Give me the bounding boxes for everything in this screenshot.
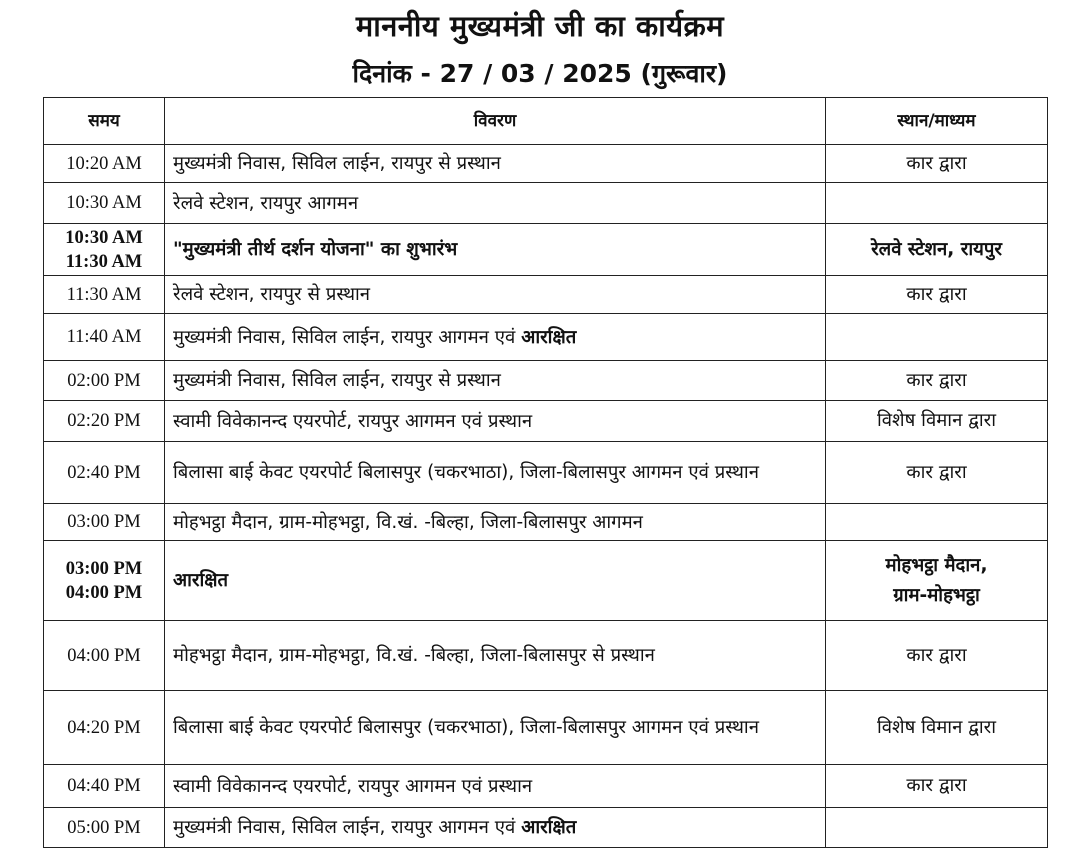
table-row <box>44 691 1048 765</box>
row-time: 02:40 PM <box>44 442 165 504</box>
row-place: विशेष विमान द्वारा <box>826 691 1048 765</box>
row-place <box>826 314 1048 361</box>
document-title: माननीय मुख्यमंत्री जी का कार्यक्रम <box>355 9 725 43</box>
row-time-end: 11:30 AM <box>65 251 143 272</box>
table-row <box>44 401 1048 442</box>
table-row <box>44 765 1048 808</box>
row-time-range <box>44 224 165 276</box>
row-description-text: मुख्यमंत्री निवास, सिविल लाईन, रायपुर आगमन एवं <box>173 326 522 348</box>
row-place: कार द्वारा <box>826 442 1048 504</box>
row-place <box>826 504 1048 541</box>
row-time: 04:40 PM <box>44 765 165 808</box>
row-time: 11:40 AM <box>44 314 165 361</box>
row-time: 11:30 AM <box>44 276 165 314</box>
table-header-row <box>44 98 1048 145</box>
row-time: 04:00 PM <box>44 621 165 691</box>
row-time-end: 04:00 PM <box>65 582 143 603</box>
row-description <box>165 314 826 361</box>
row-description: रेलवे स्टेशन, रायपुर आगमन <box>165 183 826 224</box>
schedule-table <box>43 97 1048 848</box>
row-place: कार द्वारा <box>826 361 1048 401</box>
row-time: 04:20 PM <box>44 691 165 765</box>
row-description: "मुख्यमंत्री तीर्थ दर्शन योजना" का शुभारंभ <box>165 224 826 276</box>
row-time-start: 03:00 PM <box>65 558 143 579</box>
row-description-text: मुख्यमंत्री निवास, सिविल लाईन, रायपुर आगमन एवं <box>173 817 522 838</box>
row-time-start: 10:30 AM <box>65 227 143 248</box>
row-place <box>826 541 1048 621</box>
row-place: कार द्वारा <box>826 621 1048 691</box>
row-description: आरक्षित <box>165 541 826 621</box>
row-time: 05:00 PM <box>44 808 165 848</box>
table-row <box>44 541 1048 621</box>
row-place: कार द्वारा <box>826 765 1048 808</box>
column-header-time: समय <box>44 98 165 145</box>
table-row <box>44 183 1048 224</box>
row-time: 10:20 AM <box>44 145 165 183</box>
row-place <box>826 808 1048 848</box>
row-time: 03:00 PM <box>44 504 165 541</box>
table-row <box>44 621 1048 691</box>
row-place: विशेष विमान द्वारा <box>826 401 1048 442</box>
row-description: बिलासा बाई केवट एयरपोर्ट बिलासपुर (चकरभाठा), जिला-बिलासपुर आगमन एवं प्रस्थान <box>165 691 826 765</box>
row-description <box>165 808 826 848</box>
column-header-place: स्थान/माध्यम <box>826 98 1048 145</box>
table-row <box>44 442 1048 504</box>
row-description: स्वामी विवेकानन्द एयरपोर्ट, रायपुर आगमन एवं प्रस्थान <box>165 765 826 808</box>
column-header-description: विवरण <box>165 98 826 145</box>
row-time: 02:20 PM <box>44 401 165 442</box>
row-place <box>826 183 1048 224</box>
row-description: स्वामी विवेकानन्द एयरपोर्ट, रायपुर आगमन एवं प्रस्थान <box>165 401 826 442</box>
table-row <box>44 808 1048 848</box>
row-description: मोहभट्ठा मैदान, ग्राम-मोहभट्ठा, वि.खं. -बिल्हा, जिला-बिलासपुर से प्रस्थान <box>165 621 826 691</box>
row-description: मोहभट्ठा मैदान, ग्राम-मोहभट्ठा, वि.खं. -बिल्हा, जिला-बिलासपुर आगमन <box>165 504 826 541</box>
row-description-reserved: आरक्षित <box>521 326 577 348</box>
table-row <box>44 224 1048 276</box>
document-date: दिनांक - 27 / 03 / 2025 (गुरूवार) <box>352 59 728 88</box>
row-time-range <box>44 541 165 621</box>
row-time: 02:00 PM <box>44 361 165 401</box>
row-description: मुख्यमंत्री निवास, सिविल लाईन, रायपुर से प्रस्थान <box>165 145 826 183</box>
table-row <box>44 504 1048 541</box>
table-row <box>44 145 1048 183</box>
table-row <box>44 314 1048 361</box>
row-description: मुख्यमंत्री निवास, सिविल लाईन, रायपुर से प्रस्थान <box>165 361 826 401</box>
row-description: रेलवे स्टेशन, रायपुर से प्रस्थान <box>165 276 826 314</box>
row-place: कार द्वारा <box>826 145 1048 183</box>
row-place: रेलवे स्टेशन, रायपुर <box>826 224 1048 276</box>
row-time: 10:30 AM <box>44 183 165 224</box>
row-place-line2: ग्राम-मोहभट्ठा <box>893 584 980 606</box>
table-row <box>44 276 1048 314</box>
row-description-reserved: आरक्षित <box>521 817 577 838</box>
row-place: कार द्वारा <box>826 276 1048 314</box>
table-row <box>44 361 1048 401</box>
row-place-line1: मोहभट्ठा मैदान, <box>885 554 988 576</box>
row-description: बिलासा बाई केवट एयरपोर्ट बिलासपुर (चकरभाठा), जिला-बिलासपुर आगमन एवं प्रस्थान <box>165 442 826 504</box>
